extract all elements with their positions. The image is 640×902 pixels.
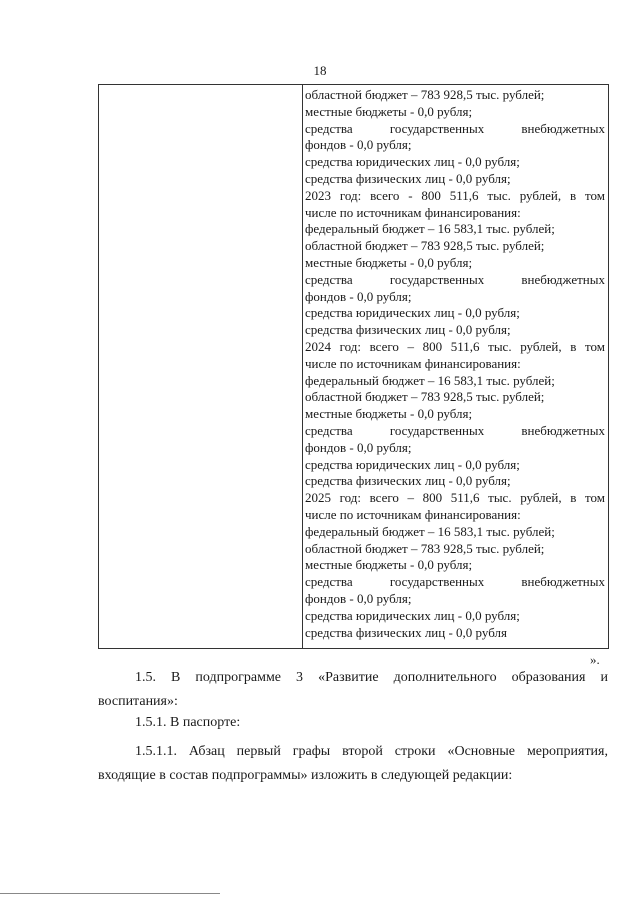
funding-cell — [305, 87, 605, 641]
cell-line: средства физических лиц - 0,0 рубля; — [305, 322, 511, 338]
cell-line: фондов - 0,0 рубля; — [305, 288, 412, 304]
cell-line: федеральный бюджет – 16 583,1 тыс. рублей; — [305, 523, 555, 539]
cell-line: средства физических лиц - 0,0 рубля; — [305, 473, 511, 489]
paragraph-line: 1.5. В подпрограмме 3 «Развитие дополнительного образования и — [135, 670, 608, 685]
paragraph-line: воспитания»: — [98, 694, 178, 709]
cell-line: областной бюджет – 783 928,5 тыс. рублей; — [305, 238, 545, 254]
table-column-divider — [302, 84, 303, 649]
cell-line: фондов - 0,0 рубля; — [305, 590, 412, 606]
cell-line: 2024 год: всего – 800 511,6 тыс. рублей, в том — [305, 338, 605, 354]
cell-line: средства государственных внебюджетных — [305, 120, 605, 136]
cell-line: числе по источникам финансирования: — [305, 506, 521, 522]
cell-line: средства физических лиц - 0,0 рубля; — [305, 170, 511, 186]
cell-line: 2023 год: всего - 800 511,6 тыс. рублей, в том — [305, 187, 605, 203]
footer-rule — [0, 893, 220, 894]
cell-line: средства юридических лиц - 0,0 рубля; — [305, 154, 520, 170]
page-number: 18 — [313, 63, 327, 78]
cell-line: средства юридических лиц - 0,0 рубля; — [305, 456, 520, 472]
paragraph-line: 1.5.1.1. Абзац первый графы второй строки «Основные мероприятия, — [135, 744, 608, 759]
cell-line: средства юридических лиц - 0,0 рубля; — [305, 607, 520, 623]
cell-line: средства государственных внебюджетных — [305, 271, 605, 287]
paragraph-1-5-1-1 — [98, 740, 608, 788]
cell-line: числе по источникам финансирования: — [305, 204, 521, 220]
cell-line: федеральный бюджет – 16 583,1 тыс. рублей; — [305, 372, 555, 388]
cell-line: средства физических лиц - 0,0 рубля — [305, 624, 507, 640]
paragraph-line: входящие в состав подпрограммы» изложить в следующей редакции: — [98, 768, 513, 783]
cell-line: числе по источникам финансирования: — [305, 355, 521, 371]
cell-line: местные бюджеты - 0,0 рубля; — [305, 254, 473, 270]
paragraph-line: 1.5.1. В паспорте: — [135, 715, 241, 730]
paragraph-1-5 — [98, 666, 608, 714]
cell-line: местные бюджеты - 0,0 рубля; — [305, 103, 473, 119]
cell-line: средства государственных внебюджетных — [305, 574, 605, 590]
closing-quote: ». — [590, 652, 600, 667]
cell-line: федеральный бюджет – 16 583,1 тыс. рублей; — [305, 221, 555, 237]
cell-line: местные бюджеты - 0,0 рубля; — [305, 406, 473, 422]
cell-line: средства юридических лиц - 0,0 рубля; — [305, 305, 520, 321]
cell-line: фондов - 0,0 рубля; — [305, 439, 412, 455]
cell-line: областной бюджет – 783 928,5 тыс. рублей; — [305, 389, 545, 405]
cell-line: 2025 год: всего – 800 511,6 тыс. рублей, в том — [305, 490, 605, 506]
paragraph-1-5-1 — [98, 711, 608, 735]
cell-line: областной бюджет – 783 928,5 тыс. рублей; — [305, 540, 545, 556]
cell-line: фондов - 0,0 рубля; — [305, 137, 412, 153]
cell-line: средства государственных внебюджетных — [305, 422, 605, 438]
cell-line: местные бюджеты - 0,0 рубля; — [305, 557, 473, 573]
cell-line: областной бюджет – 783 928,5 тыс. рублей; — [305, 87, 545, 102]
